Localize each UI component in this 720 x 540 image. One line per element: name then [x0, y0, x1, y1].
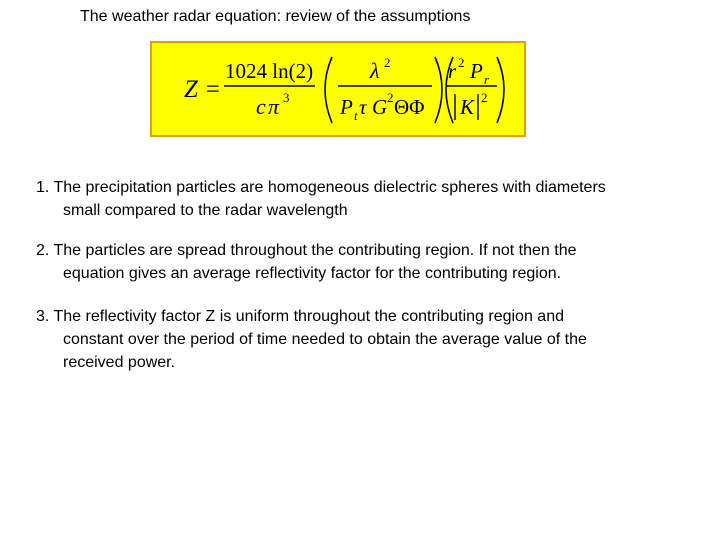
eq-numerator-constant: 1024 ln(2) — [225, 59, 314, 83]
assumption-3-line2: constant over the period of time needed to obtain the average value of the — [63, 331, 587, 348]
eq-den-t: t — [354, 108, 358, 123]
assumption-2-line1: 2. The particles are spread throughout the contributing region. If not then the — [36, 242, 577, 259]
eq-paren-left-2 — [325, 57, 332, 123]
eq-den-pi-exp: 3 — [283, 90, 290, 105]
assumption-3-line3: received power. — [63, 354, 176, 371]
eq-r: r — [448, 59, 457, 83]
assumption-3-line1: 3. The reflectivity factor Z is uniform throughout the contributing region and — [36, 308, 564, 325]
eq-den-theta-phi: ΘΦ — [394, 95, 425, 119]
equation-box — [150, 41, 526, 137]
eq-paren-right-2 — [435, 57, 442, 123]
slide-title: The weather radar equation: review of the assumptions — [80, 8, 471, 25]
assumption-1-line2: small compared to the radar wavelength — [63, 202, 348, 219]
eq-den-c: c — [256, 94, 266, 119]
assumption-1 — [36, 176, 706, 222]
eq-lambda-exp: 2 — [384, 55, 391, 70]
eq-K: K — [460, 95, 475, 119]
assumption-2 — [36, 239, 706, 285]
eq-lhs: Z = — [184, 76, 222, 103]
eq-den-tau: τ — [359, 95, 367, 119]
eq-paren-right-3 — [497, 57, 504, 123]
eq-den-G-exp: 2 — [387, 90, 394, 105]
eq-den-G: G — [372, 95, 388, 119]
eq-den-pi: π — [268, 94, 280, 119]
assumption-1-line1: 1. The precipitation particles are homogeneous dielectric spheres with diameters — [36, 179, 606, 196]
eq-r-exp: 2 — [458, 55, 465, 70]
eq-Pr-sub: r — [484, 72, 490, 87]
assumption-2-line2: equation gives an average reflectivity factor for the contributing region. — [63, 265, 562, 282]
eq-den-P: P — [340, 95, 353, 119]
eq-Pr: P — [470, 59, 483, 83]
radar-equation — [152, 43, 524, 135]
eq-K-exp: 2 — [481, 90, 488, 105]
assumption-3 — [36, 305, 706, 374]
eq-lambda: λ — [370, 58, 380, 83]
